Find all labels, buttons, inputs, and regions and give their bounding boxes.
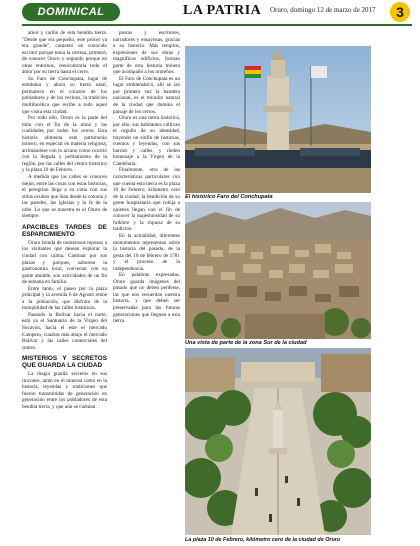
paragraph: amor y cariño de esta bendita tierra. "Desde que era pequeño, este prócer ya era grande", comentó un conocido escritor porque tenía la certeza, primero, de conocer Oruro y segundo porque en otras entornos, reencontrarla todo el amor por su tierra hasta el cerro. (22, 30, 107, 76)
faro-photo (185, 46, 371, 193)
paragraph: Finalmente, otra de las características particulares con que cuenta esta tierra es la plaza 10 de Febrero, kilómetro cero de la ciudad, la bendición de su gente hospitalaria que cobija a quienes llegan con el fin de conocer la majestuosidad de su folklore y la riqueza de su tradición. (113, 167, 180, 233)
paragraph: Por todo ello, Oruro es la parte del mito con el fin de la mina y las cualidades por todos los cerros. Esta historia alimenta este patrimonio minero, en especial en materia religiosa, arrimándose con lo arcano como ocurrió con la llegada y poblamiento de la región, por las calles del centro histórico y la plaza 10 de Febrero. (22, 115, 107, 174)
section-logo: DOMINICAL (22, 3, 120, 21)
paragraph: Su Faro de Conchupata, lugar de emblema y ahora su tierra natal, permanece en el corazón de los pobladores y de los vecinos, la tradición multifacética que recibe a todo aquel que visita esta ciudad. (22, 75, 107, 115)
article-column-1 (22, 30, 107, 538)
page-number: 3 (390, 2, 410, 22)
paragraph: Pasando la Bolívar hacia el norte, está ya el Santuario de la Virgen del Socavón, hacia el este el mercado Campero, cuadras más abajo el mercado Bolívar y las calles comerciales del centro. (22, 311, 107, 351)
city-view-photo (185, 202, 371, 339)
paragraph: En la actualidad, diferentes monumentos representan sobre la historia del pasado, de la gesta del 10 de febrero de 1781 y el proceso de la independencia. (113, 232, 180, 272)
paragraph: Oruro es una tierra histórica, por ello, sus habitantes cultivan el orgullo de su identidad, trayendo un sinfín de historias, cuentos y leyendas, con sus barrios y calles, y rinden homenaje a la Virgen de la Candelaria. (113, 115, 180, 167)
header-rule (22, 24, 412, 26)
paragraph: En palabras expresadas, Oruro guarda imágenes del pasado que no deben perderse, las que nos recuerdan nuestra historia, y que deben ser preservadas para las futuras generaciones que lleguen a esta tierra. (113, 272, 180, 325)
subheading: APACIBLES TARDES DE ESPARCIMIENTO (22, 223, 107, 238)
photo-caption: El histórico Faro del Conchupata (185, 194, 273, 200)
paragraph: El Faro de Conchupata es un lugar emblemático, allí se izó por primera vez la bandera nacional, es el mirador natural de la ciudad que domina el paisaje de los cerros. (113, 75, 180, 115)
subheading: MISTERIOS Y SECRETOS QUE GUARDA LA CIUDAD (22, 355, 107, 370)
article-column-2 (113, 30, 180, 538)
photo-caption: Una vista de parte de la zona Sur de la ciudad (185, 340, 307, 346)
paragraph: postas y escritores, narradores y ensayistas, gracias a su historia. Más templos, expresiones de sus obras y magníficos edificios, forman parte de esta historia minera que acompañó a los orureños. (113, 30, 180, 76)
photo-caption: La plaza 10 de Febrero, kilómetro cero de la ciudad de Oruro (185, 537, 341, 543)
paragraph: La magia guarda secretos en sus rincones, tanto en el mineral como en la historia, leyendas y tradiciones que fueron transmitidas de generación en generación entre los pobladores de esta bendita tierra, y que aún se cuentan. (22, 371, 107, 410)
paragraph: Oruro brinda de numerosos reposos a los visitantes que desean explorar la ciudad con calma. Caminar por sus plazas y parques, saborear la gastronomía local, conversar con su gente amable, son actividades de un fin de semana en familia. (22, 239, 107, 286)
dateline: Oruro, domingo 12 de marzo de 2017 (270, 6, 376, 14)
newspaper-name: LA PATRIA (183, 3, 262, 18)
plaza-photo (185, 348, 371, 535)
paragraph: Entre tanto, el paseo por la plaza principal y la avenida 6 de Agosto reúne a la población, que disfruta de la tranquilidad de las calles históricas. (22, 285, 107, 312)
paragraph: A medida que las calles se conocen mejor, entre las cosas con estas historias, el peregrino llega a su cima con sus sitios ocultos que iban desde la colonia y las paredes, las iglesias y la fe de la urbe. Lo que se muestra es el Oruro de siempre. (22, 174, 107, 220)
page-header (0, 0, 420, 26)
